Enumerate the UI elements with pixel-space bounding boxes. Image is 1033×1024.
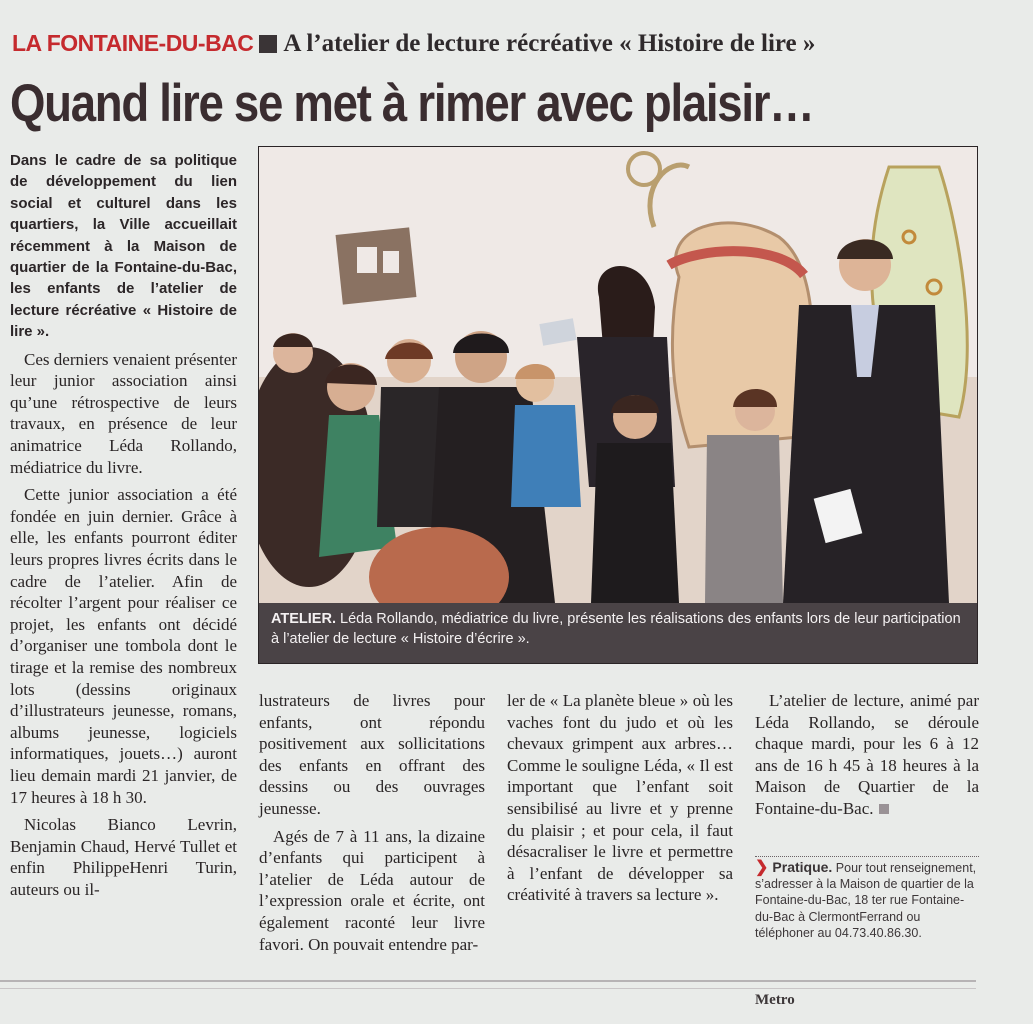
lead-paragraph: Dans le cadre de sa politique de développement du lien social et culturel dans les quartiers, la Ville accueillait récemment à la Maison de quartier de la Fontaine-du-Bac, les enfants de l’atelier de lecture récréative « Histoire de lire ». — [10, 152, 237, 341]
paragraph — [755, 690, 979, 820]
photo-illustration — [259, 147, 977, 603]
practical-text: Pour tout renseignement, s’adresser à la Maison de quartier de la Fontaine-du-Bac, 18 ter rue Fontaine-du-Bac à ClermontFerrand ou téléphoner au 04.73.40.86.30. — [755, 861, 977, 940]
arrow-right-icon: ❯ — [755, 859, 769, 876]
kicker-subtitle: A l’atelier de lecture récréative « Histoire de lire » — [283, 30, 816, 57]
column-2 — [259, 690, 485, 961]
column-3 — [507, 690, 733, 912]
article-photo — [258, 146, 978, 664]
photo-caption — [259, 603, 977, 663]
source-label: Metro — [755, 992, 795, 1008]
bottom-divider — [0, 980, 976, 982]
caption-label: ATELIER. — [271, 611, 336, 627]
paragraph: lustrateurs de livres pour enfants, ont répondu positivement aux sollicitations des enfants en offrant des dessins ou des ouvrages jeunesse. — [259, 691, 485, 818]
paragraph: ler de « La planète bleue » où les vaches font du judo et où les chevaux grimpent aux arbres… Comme le souligne Léda, « Il est important que l’enfant soit sensibilisé au livre et y prenne du plaisir ; et pour cela, il faut désacraliser le livre et permettre à l’enfant de développer sa créativité à travers sa lecture ». — [507, 691, 733, 905]
column-4 — [755, 690, 979, 826]
square-bullet-icon — [259, 35, 277, 53]
kicker-location: LA FONTAINE-DU-BAC — [12, 30, 254, 56]
article-headline: Quand lire se met à rimer avec plaisir… — [10, 74, 814, 133]
closing-paragraph: L’atelier de lecture, animé par Léda Rollando, se déroule chaque mardi, pour les 6 à 12 ans de 16 h 45 à 18 heures à la Maison de Quartier de la Fontaine-du-Bac. — [755, 691, 979, 818]
caption-text: Léda Rollando, médiatrice du livre, présente les réalisations des enfants lors de leur participation à l’atelier de lecture « Histoire d’écrire ». — [271, 611, 961, 647]
practical-info-box — [755, 856, 979, 941]
practical-heading: Pratique. — [772, 859, 833, 875]
end-mark-icon — [879, 804, 889, 814]
column-1 — [10, 150, 237, 907]
paragraph: Nicolas Bianco Levrin, Benjamin Chaud, Hervé Tullet et enfin PhilippeHenri Turin, auteurs ou il- — [10, 815, 237, 899]
paragraph: Ces derniers venaient présenter leur junior association ainsi qu’une rétrospective de leurs travaux, en présence de leur animatrice Léda Rollando, médiatrice du livre. — [10, 349, 237, 477]
paragraph: Cette junior association a été fondée en juin dernier. Grâce à elle, les enfants pourront éditer leurs propres livres écrits dans le cadre de l’atelier. Afin de récolter l’argent pour réaliser ce projet, les enfants ont décidé d’organiser une tombola dont le tirage et la remise des nombreux lots (dessins originaux d’illustrateurs jeunesse, romans, albums jeunesse, logiciels informatiques, jouets…) auront lieu demain mardi 21 janvier, de 17 heures à 18 h 30. — [10, 485, 237, 807]
article-kicker — [12, 28, 815, 59]
bottom-divider-thin — [0, 988, 976, 989]
paragraph: Agés de 7 à 11 ans, la dizaine d’enfants qui participent à l’atelier de Léda autour de l’expression orale et écrite, ont également raconté leur livre favori. On pouvait entendre par- — [259, 826, 485, 954]
